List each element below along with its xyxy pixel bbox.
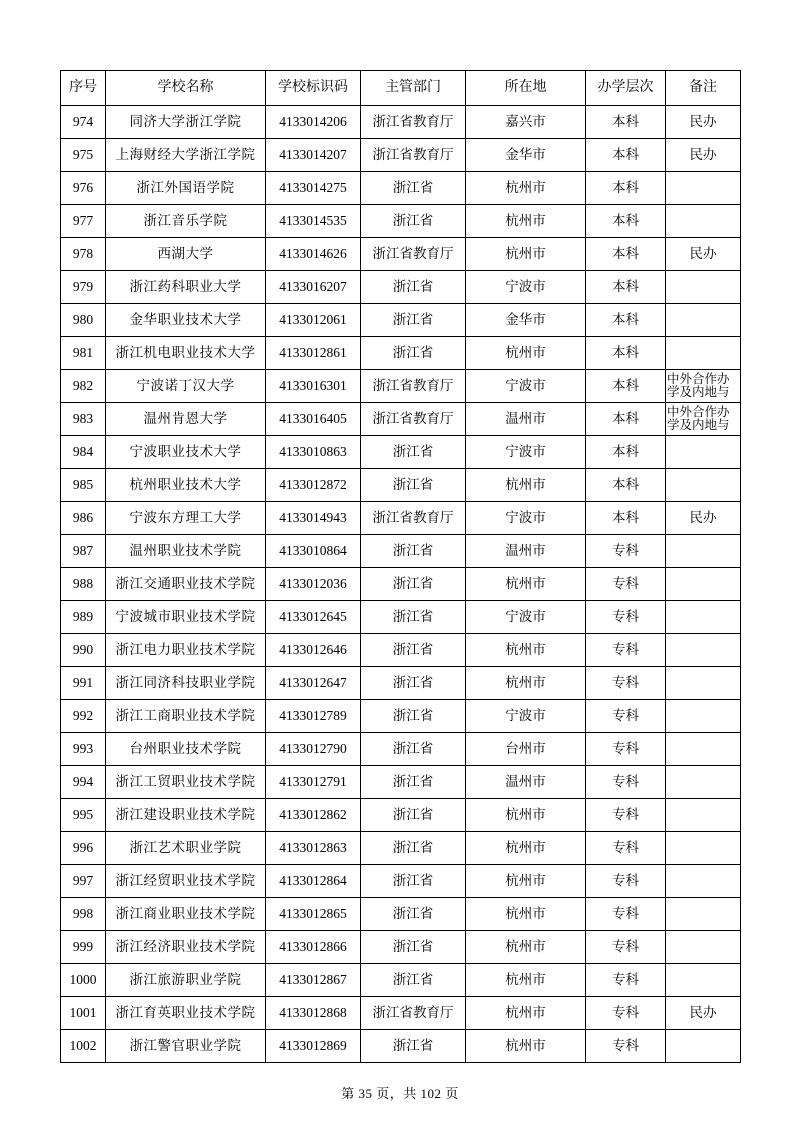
cell-location: 杭州市 xyxy=(466,337,586,370)
cell-school-name: 浙江机电职业技术大学 xyxy=(106,337,266,370)
cell-note: 民办 xyxy=(666,106,741,139)
cell-level: 专科 xyxy=(586,766,666,799)
cell-department: 浙江省教育厅 xyxy=(361,370,466,403)
cell-note xyxy=(666,766,741,799)
cell-level: 本科 xyxy=(586,403,666,436)
cell-level: 专科 xyxy=(586,931,666,964)
cell-school-code: 4133016301 xyxy=(266,370,361,403)
cell-school-name: 宁波诺丁汉大学 xyxy=(106,370,266,403)
cell-note xyxy=(666,469,741,502)
table-row xyxy=(61,667,741,700)
cell-note xyxy=(666,436,741,469)
cell-level: 本科 xyxy=(586,502,666,535)
cell-index: 979 xyxy=(61,271,106,304)
cell-index: 975 xyxy=(61,139,106,172)
cell-note xyxy=(666,271,741,304)
cell-location: 杭州市 xyxy=(466,832,586,865)
cell-school-name: 浙江旅游职业学院 xyxy=(106,964,266,997)
cell-school-code: 4133012645 xyxy=(266,601,361,634)
cell-index: 974 xyxy=(61,106,106,139)
cell-note xyxy=(666,337,741,370)
cell-index: 980 xyxy=(61,304,106,337)
cell-note: 民办 xyxy=(666,502,741,535)
column-header-level: 办学层次 xyxy=(586,71,666,106)
cell-school-code: 4133012646 xyxy=(266,634,361,667)
cell-school-code: 4133012867 xyxy=(266,964,361,997)
table-row xyxy=(61,370,741,403)
cell-index: 978 xyxy=(61,238,106,271)
cell-department: 浙江省教育厅 xyxy=(361,502,466,535)
cell-level: 专科 xyxy=(586,667,666,700)
column-header-code: 学校标识码 xyxy=(266,71,361,106)
cell-school-name: 浙江经贸职业技术学院 xyxy=(106,865,266,898)
cell-school-code: 4133012868 xyxy=(266,997,361,1030)
cell-department: 浙江省 xyxy=(361,568,466,601)
cell-level: 专科 xyxy=(586,568,666,601)
cell-department: 浙江省 xyxy=(361,205,466,238)
cell-note: 民办 xyxy=(666,997,741,1030)
cell-location: 宁波市 xyxy=(466,271,586,304)
cell-note xyxy=(666,733,741,766)
cell-level: 专科 xyxy=(586,634,666,667)
table-row xyxy=(61,601,741,634)
cell-school-name: 浙江商业职业技术学院 xyxy=(106,898,266,931)
cell-department: 浙江省教育厅 xyxy=(361,403,466,436)
cell-level: 专科 xyxy=(586,865,666,898)
table-row xyxy=(61,568,741,601)
cell-location: 杭州市 xyxy=(466,799,586,832)
school-list-table xyxy=(60,70,741,1063)
cell-school-name: 浙江工贸职业技术学院 xyxy=(106,766,266,799)
cell-index: 1002 xyxy=(61,1030,106,1063)
cell-location: 杭州市 xyxy=(466,1030,586,1063)
cell-department: 浙江省 xyxy=(361,898,466,931)
cell-note: 中外合作办学及内地与 xyxy=(666,370,741,403)
cell-school-code: 4133012861 xyxy=(266,337,361,370)
cell-level: 专科 xyxy=(586,799,666,832)
cell-index: 993 xyxy=(61,733,106,766)
cell-school-code: 4133014207 xyxy=(266,139,361,172)
cell-school-name: 西湖大学 xyxy=(106,238,266,271)
cell-school-name: 浙江经济职业技术学院 xyxy=(106,931,266,964)
cell-department: 浙江省 xyxy=(361,931,466,964)
cell-department: 浙江省教育厅 xyxy=(361,139,466,172)
table-row xyxy=(61,832,741,865)
cell-location: 杭州市 xyxy=(466,898,586,931)
cell-department: 浙江省 xyxy=(361,667,466,700)
cell-level: 专科 xyxy=(586,898,666,931)
table-body xyxy=(61,106,741,1063)
cell-school-code: 4133014206 xyxy=(266,106,361,139)
cell-level: 专科 xyxy=(586,700,666,733)
cell-note: 中外合作办学及内地与 xyxy=(666,403,741,436)
cell-level: 专科 xyxy=(586,964,666,997)
column-header-department: 主管部门 xyxy=(361,71,466,106)
cell-location: 金华市 xyxy=(466,139,586,172)
cell-note xyxy=(666,1030,741,1063)
cell-note xyxy=(666,601,741,634)
table-row xyxy=(61,238,741,271)
table-row xyxy=(61,634,741,667)
cell-school-name: 温州肯恩大学 xyxy=(106,403,266,436)
column-header-location: 所在地 xyxy=(466,71,586,106)
cell-level: 本科 xyxy=(586,172,666,205)
cell-note: 民办 xyxy=(666,139,741,172)
cell-school-code: 4133014943 xyxy=(266,502,361,535)
cell-school-code: 4133012647 xyxy=(266,667,361,700)
cell-department: 浙江省教育厅 xyxy=(361,997,466,1030)
cell-location: 杭州市 xyxy=(466,964,586,997)
cell-school-name: 浙江药科职业大学 xyxy=(106,271,266,304)
cell-location: 台州市 xyxy=(466,733,586,766)
cell-index: 983 xyxy=(61,403,106,436)
cell-index: 986 xyxy=(61,502,106,535)
cell-location: 宁波市 xyxy=(466,601,586,634)
cell-school-name: 同济大学浙江学院 xyxy=(106,106,266,139)
table-row xyxy=(61,700,741,733)
cell-school-code: 4133010864 xyxy=(266,535,361,568)
table-row xyxy=(61,964,741,997)
cell-location: 杭州市 xyxy=(466,205,586,238)
cell-department: 浙江省 xyxy=(361,766,466,799)
cell-location: 杭州市 xyxy=(466,568,586,601)
cell-school-code: 4133012864 xyxy=(266,865,361,898)
cell-note xyxy=(666,304,741,337)
cell-department: 浙江省 xyxy=(361,634,466,667)
cell-index: 976 xyxy=(61,172,106,205)
cell-location: 宁波市 xyxy=(466,370,586,403)
cell-school-code: 4133012789 xyxy=(266,700,361,733)
table-row xyxy=(61,403,741,436)
cell-level: 专科 xyxy=(586,1030,666,1063)
cell-location: 杭州市 xyxy=(466,634,586,667)
table-row xyxy=(61,337,741,370)
cell-note xyxy=(666,865,741,898)
cell-level: 专科 xyxy=(586,601,666,634)
table-row xyxy=(61,139,741,172)
cell-note xyxy=(666,568,741,601)
cell-level: 本科 xyxy=(586,106,666,139)
table-row xyxy=(61,766,741,799)
cell-school-name: 浙江同济科技职业学院 xyxy=(106,667,266,700)
cell-department: 浙江省 xyxy=(361,1030,466,1063)
cell-index: 991 xyxy=(61,667,106,700)
table-row xyxy=(61,898,741,931)
cell-department: 浙江省 xyxy=(361,436,466,469)
cell-department: 浙江省 xyxy=(361,700,466,733)
cell-index: 984 xyxy=(61,436,106,469)
cell-school-code: 4133014275 xyxy=(266,172,361,205)
cell-note xyxy=(666,964,741,997)
cell-school-code: 4133012036 xyxy=(266,568,361,601)
cell-level: 本科 xyxy=(586,238,666,271)
table-row xyxy=(61,865,741,898)
cell-note xyxy=(666,832,741,865)
cell-location: 温州市 xyxy=(466,535,586,568)
cell-school-name: 浙江建设职业技术学院 xyxy=(106,799,266,832)
cell-department: 浙江省教育厅 xyxy=(361,238,466,271)
cell-location: 宁波市 xyxy=(466,436,586,469)
cell-school-code: 4133012863 xyxy=(266,832,361,865)
cell-index: 998 xyxy=(61,898,106,931)
cell-department: 浙江省 xyxy=(361,799,466,832)
cell-location: 嘉兴市 xyxy=(466,106,586,139)
cell-location: 杭州市 xyxy=(466,997,586,1030)
cell-school-code: 4133014535 xyxy=(266,205,361,238)
cell-level: 本科 xyxy=(586,205,666,238)
cell-school-name: 浙江电力职业技术学院 xyxy=(106,634,266,667)
cell-index: 996 xyxy=(61,832,106,865)
cell-school-name: 台州职业技术学院 xyxy=(106,733,266,766)
cell-school-name: 浙江育英职业技术学院 xyxy=(106,997,266,1030)
cell-department: 浙江省 xyxy=(361,469,466,502)
cell-level: 本科 xyxy=(586,337,666,370)
cell-school-name: 浙江艺术职业学院 xyxy=(106,832,266,865)
column-header-note: 备注 xyxy=(666,71,741,106)
cell-note xyxy=(666,205,741,238)
cell-index: 997 xyxy=(61,865,106,898)
cell-level: 本科 xyxy=(586,139,666,172)
table-header-row xyxy=(61,71,741,106)
cell-school-name: 宁波职业技术大学 xyxy=(106,436,266,469)
cell-school-code: 4133016405 xyxy=(266,403,361,436)
cell-location: 温州市 xyxy=(466,403,586,436)
column-header-name: 学校名称 xyxy=(106,71,266,106)
cell-department: 浙江省 xyxy=(361,535,466,568)
cell-location: 杭州市 xyxy=(466,667,586,700)
table-row xyxy=(61,535,741,568)
cell-school-code: 4133010863 xyxy=(266,436,361,469)
cell-school-name: 杭州职业技术大学 xyxy=(106,469,266,502)
cell-location: 温州市 xyxy=(466,766,586,799)
cell-location: 宁波市 xyxy=(466,502,586,535)
table-row xyxy=(61,106,741,139)
table-row xyxy=(61,271,741,304)
cell-index: 1001 xyxy=(61,997,106,1030)
cell-index: 999 xyxy=(61,931,106,964)
table-row xyxy=(61,502,741,535)
cell-note xyxy=(666,667,741,700)
cell-school-name: 浙江工商职业技术学院 xyxy=(106,700,266,733)
cell-note xyxy=(666,172,741,205)
column-header-index: 序号 xyxy=(61,71,106,106)
cell-school-code: 4133012869 xyxy=(266,1030,361,1063)
cell-school-name: 宁波东方理工大学 xyxy=(106,502,266,535)
cell-school-name: 浙江外国语学院 xyxy=(106,172,266,205)
cell-note xyxy=(666,898,741,931)
cell-index: 992 xyxy=(61,700,106,733)
table-row xyxy=(61,304,741,337)
cell-school-code: 4133012865 xyxy=(266,898,361,931)
cell-location: 宁波市 xyxy=(466,700,586,733)
cell-school-code: 4133016207 xyxy=(266,271,361,304)
cell-department: 浙江省 xyxy=(361,865,466,898)
cell-school-code: 4133012862 xyxy=(266,799,361,832)
cell-department: 浙江省 xyxy=(361,733,466,766)
cell-location: 杭州市 xyxy=(466,469,586,502)
cell-index: 1000 xyxy=(61,964,106,997)
cell-school-name: 浙江音乐学院 xyxy=(106,205,266,238)
table-row xyxy=(61,733,741,766)
cell-school-code: 4133012872 xyxy=(266,469,361,502)
cell-department: 浙江省教育厅 xyxy=(361,106,466,139)
cell-level: 专科 xyxy=(586,535,666,568)
cell-location: 杭州市 xyxy=(466,865,586,898)
cell-index: 982 xyxy=(61,370,106,403)
cell-school-name: 上海财经大学浙江学院 xyxy=(106,139,266,172)
cell-department: 浙江省 xyxy=(361,271,466,304)
cell-school-name: 浙江警官职业学院 xyxy=(106,1030,266,1063)
cell-index: 995 xyxy=(61,799,106,832)
cell-note: 民办 xyxy=(666,238,741,271)
cell-level: 本科 xyxy=(586,469,666,502)
cell-school-code: 4133012790 xyxy=(266,733,361,766)
cell-note xyxy=(666,799,741,832)
cell-level: 本科 xyxy=(586,370,666,403)
cell-location: 金华市 xyxy=(466,304,586,337)
table-row xyxy=(61,469,741,502)
cell-level: 专科 xyxy=(586,832,666,865)
cell-note xyxy=(666,535,741,568)
cell-level: 本科 xyxy=(586,304,666,337)
table-row xyxy=(61,799,741,832)
table-row xyxy=(61,436,741,469)
cell-department: 浙江省 xyxy=(361,964,466,997)
cell-note xyxy=(666,700,741,733)
cell-school-code: 4133012061 xyxy=(266,304,361,337)
cell-location: 杭州市 xyxy=(466,238,586,271)
table-row xyxy=(61,1030,741,1063)
cell-department: 浙江省 xyxy=(361,304,466,337)
cell-department: 浙江省 xyxy=(361,832,466,865)
cell-note xyxy=(666,931,741,964)
cell-location: 杭州市 xyxy=(466,931,586,964)
cell-level: 本科 xyxy=(586,436,666,469)
page-footer: 第 35 页，共 102 页 xyxy=(341,1086,459,1101)
cell-school-name: 金华职业技术大学 xyxy=(106,304,266,337)
cell-school-code: 4133012791 xyxy=(266,766,361,799)
cell-index: 987 xyxy=(61,535,106,568)
cell-department: 浙江省 xyxy=(361,337,466,370)
table-row xyxy=(61,205,741,238)
cell-level: 专科 xyxy=(586,733,666,766)
cell-index: 994 xyxy=(61,766,106,799)
cell-index: 977 xyxy=(61,205,106,238)
cell-school-code: 4133012866 xyxy=(266,931,361,964)
cell-index: 989 xyxy=(61,601,106,634)
table-row xyxy=(61,931,741,964)
cell-school-name: 浙江交通职业技术学院 xyxy=(106,568,266,601)
cell-level: 本科 xyxy=(586,271,666,304)
cell-school-name: 宁波城市职业技术学院 xyxy=(106,601,266,634)
cell-note xyxy=(666,634,741,667)
table-row xyxy=(61,997,741,1030)
cell-index: 990 xyxy=(61,634,106,667)
table-row xyxy=(61,172,741,205)
cell-index: 985 xyxy=(61,469,106,502)
cell-school-name: 温州职业技术学院 xyxy=(106,535,266,568)
cell-school-code: 4133014626 xyxy=(266,238,361,271)
cell-department: 浙江省 xyxy=(361,172,466,205)
cell-department: 浙江省 xyxy=(361,601,466,634)
cell-index: 988 xyxy=(61,568,106,601)
cell-index: 981 xyxy=(61,337,106,370)
cell-level: 专科 xyxy=(586,997,666,1030)
cell-location: 杭州市 xyxy=(466,172,586,205)
